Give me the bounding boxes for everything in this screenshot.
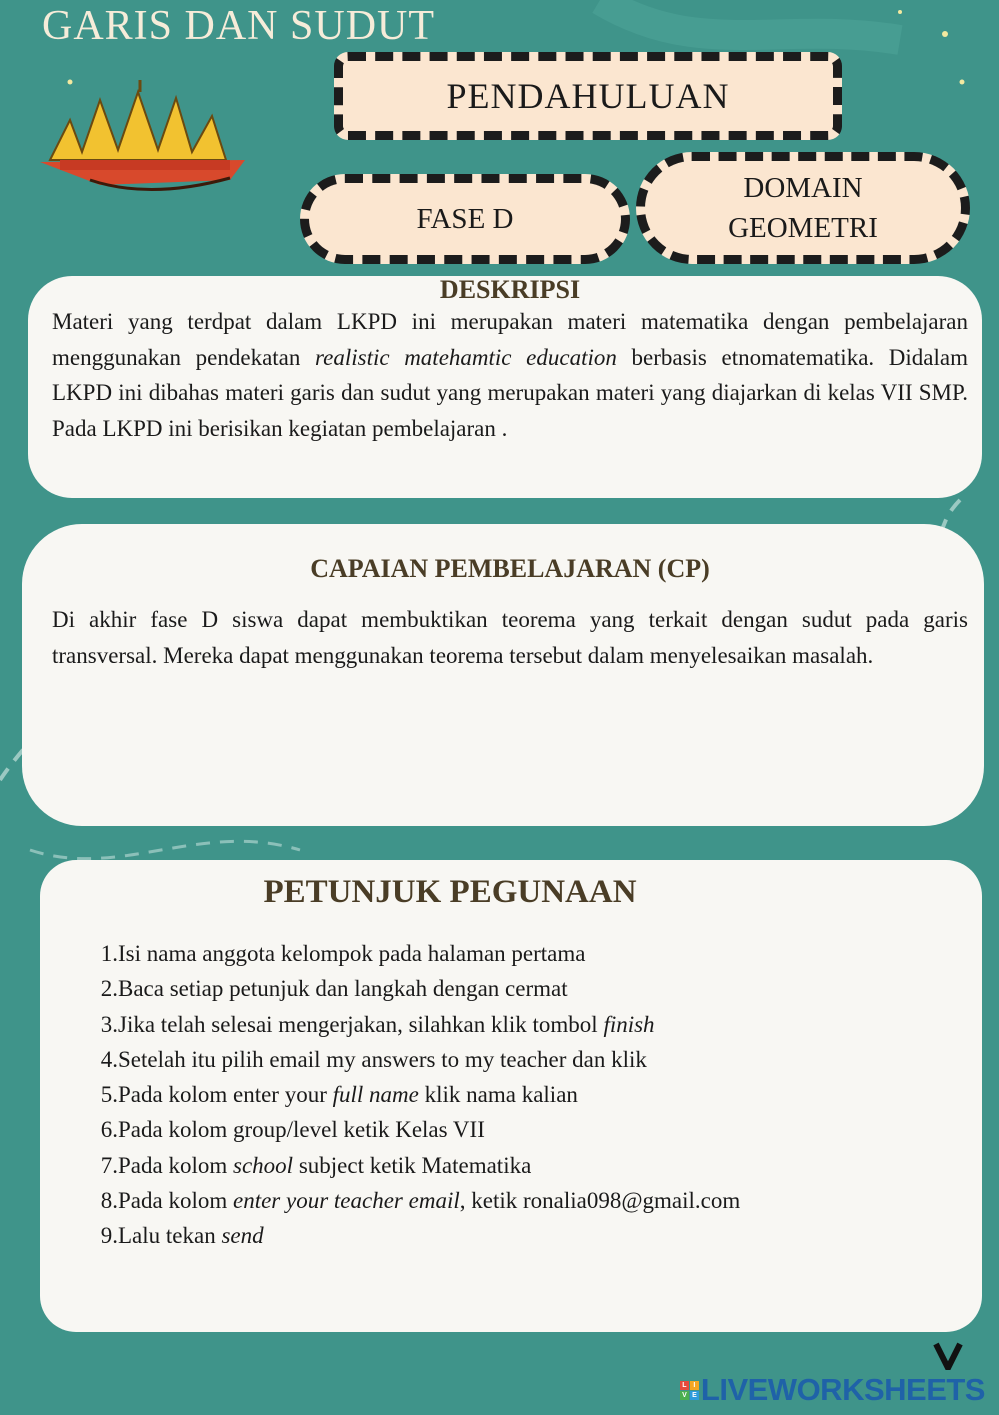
logo-tile: V <box>680 1391 689 1400</box>
instruction-step: 8.Pada kolom enter your teacher email, ketik ronalia098@gmail.com <box>100 1188 741 1214</box>
learning-outcomes-heading: CAPAIAN PEMBELAJARAN (CP) <box>310 554 710 583</box>
learning-outcomes-text: Di akhir fase D siswa dapat membuktikan teorema yang terkait dengan sudut pada garis transversal. Mereka dapat menggunakan teorema tersebut dalam menyelesaikan masalah. <box>52 607 968 668</box>
page-title: GARIS DAN SUDUT <box>42 3 436 49</box>
logo-tile: I <box>690 1381 699 1390</box>
instructions-card <box>40 860 982 1332</box>
instruction-step: 5.Pada kolom enter your full name klik nama kalian <box>100 1082 578 1108</box>
description-card <box>28 276 982 498</box>
instruction-step: 3.Jika telah selesai mengerjakan, silahkan klik tombol finish <box>100 1011 655 1037</box>
domain-badge <box>636 152 970 264</box>
instructions-heading: PETUNJUK PEGUNAAN <box>263 874 637 910</box>
intro-badge <box>334 52 842 140</box>
liveworksheets-brand: LIVEWORKSHEETS <box>700 1372 985 1407</box>
lampung-tower-icon <box>30 80 255 200</box>
instruction-step: 4.Setelah itu pilih email my answers to my teacher dan klik <box>100 1046 647 1072</box>
description-text: Materi yang terdpat dalam LKPD ini merupakan materi matematika dengan pembelajaran menggunakan pendekatan realistic matehamtic education berbasis etnomatematika. Didalam LKPD ini dibahas materi garis dan sudut yang merupakan materi yang diajarkan di kelas VII SMP. Pada LKPD ini berisikan kegiatan pembelajaran . <box>52 309 968 441</box>
phase-label: FASE D <box>416 202 514 235</box>
instruction-step: 6.Pada kolom group/level ketik Kelas VII <box>100 1117 485 1143</box>
intro-label: PENDAHULUAN <box>446 76 730 116</box>
liveworksheets-footer[interactable] <box>680 1370 985 1410</box>
learning-outcomes-card <box>22 524 984 826</box>
domain-label-line1: DOMAIN <box>743 172 863 204</box>
logo-tile: L <box>680 1381 689 1390</box>
instruction-step: 1.Isi nama anggota kelompok pada halaman pertama <box>100 941 586 966</box>
liveworksheets-logo-icon <box>680 1381 699 1400</box>
domain-label-line2: GEOMETRI <box>728 212 878 244</box>
logo-tile: E <box>690 1391 699 1400</box>
instruction-step: 2.Baca setiap petunjuk dan langkah dengan cermat <box>100 976 568 1002</box>
instruction-step: 9.Lalu tekan send <box>100 1223 264 1249</box>
instruction-step: 7.Pada kolom school subject ketik Matematika <box>100 1152 532 1178</box>
phase-badge <box>300 174 630 264</box>
description-heading: DESKRIPSI <box>439 275 581 304</box>
check-icon <box>933 1340 963 1370</box>
instructions-list <box>94 936 740 1254</box>
